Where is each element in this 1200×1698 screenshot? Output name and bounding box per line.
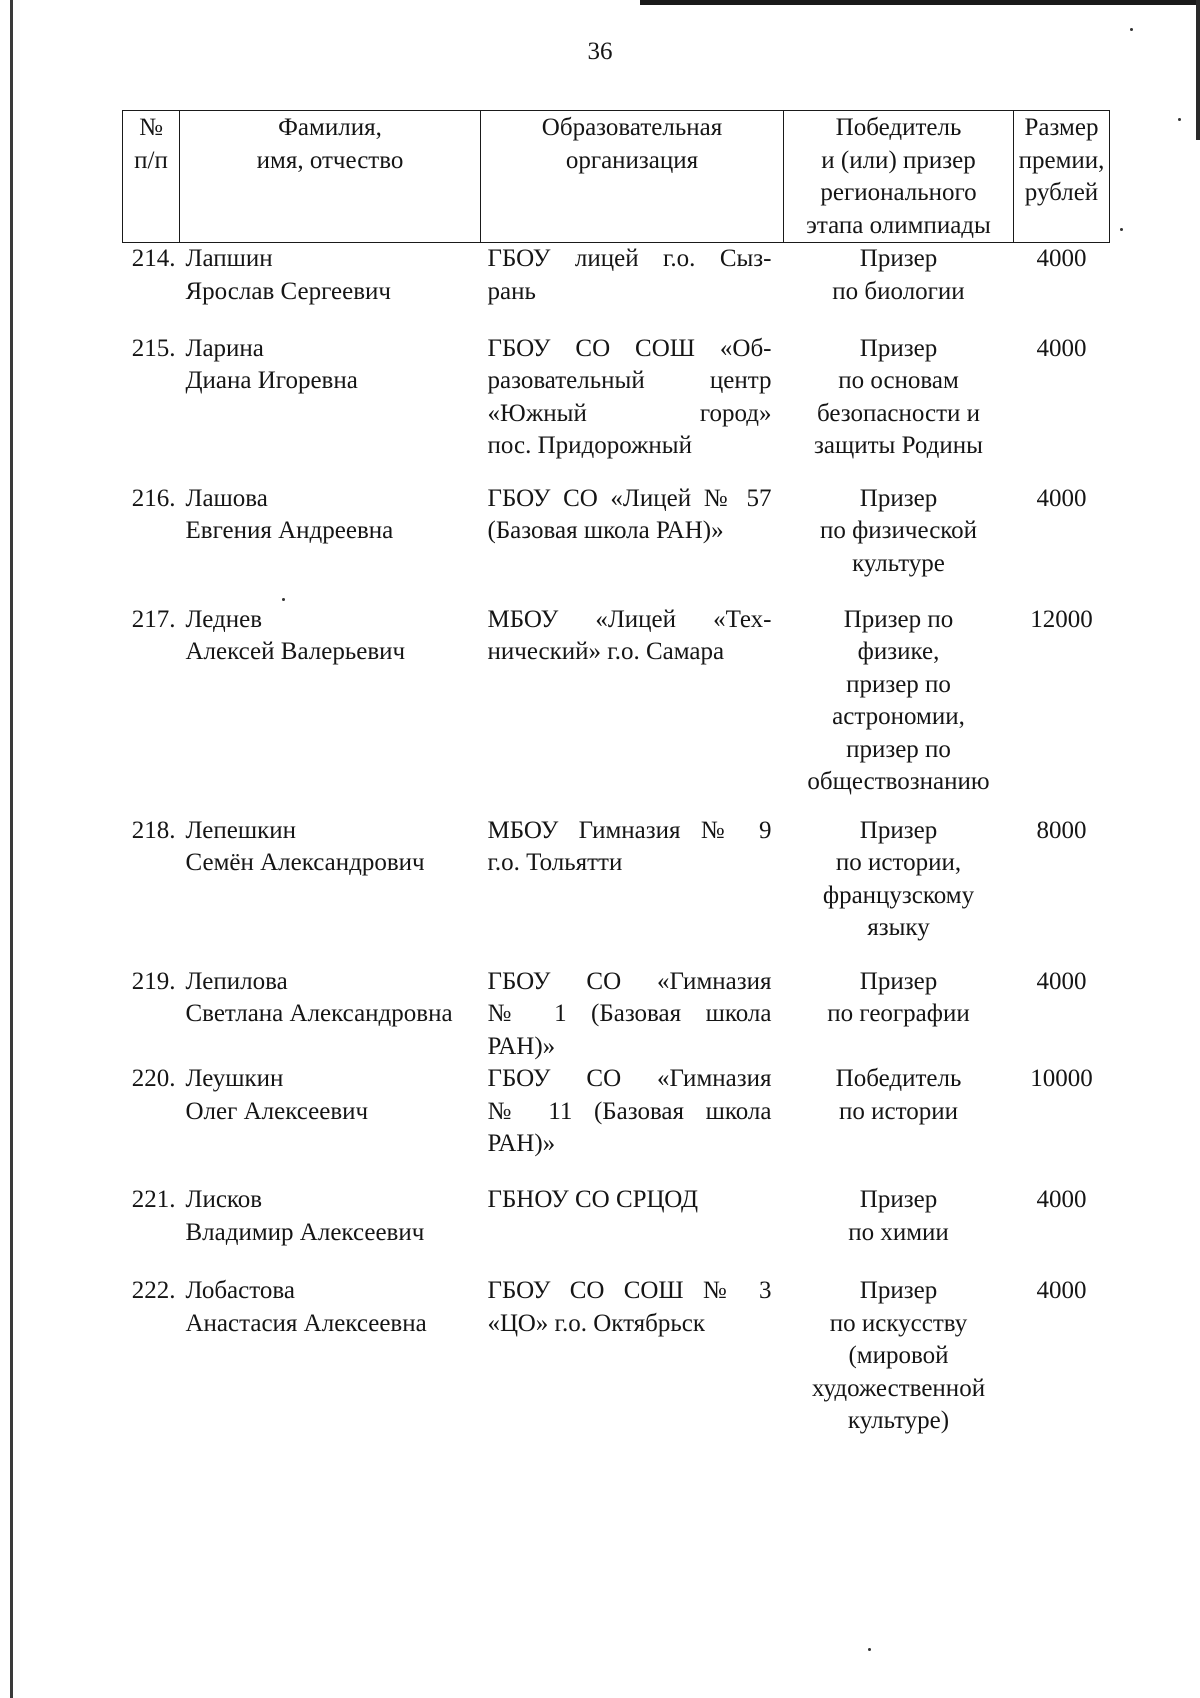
award-status: Призер по физической культуре [819, 484, 978, 577]
award-status: Победитель по истории [835, 1065, 962, 1125]
organization: МБОУ Гимназия № 9 г.о. Тольятти [487, 816, 772, 876]
header-full-name: Фамилия, имя, отчество [180, 111, 481, 243]
organization: ГБОУ СО «Лицей № 57 (Базовая школа РАН)» [487, 484, 772, 544]
scan-top-edge [640, 0, 1200, 5]
award-status: Призер по географии [827, 967, 970, 1027]
row-number: 216. [131, 484, 176, 512]
table-row [123, 483, 1110, 604]
organization: МБОУ «Лицей «Тех- нический» г.о. Самара [487, 605, 772, 665]
organization: ГБОУ СО «Гимназия № 1 (Базовая школа РАН)» [487, 967, 772, 1060]
row-number: 215. [131, 334, 176, 362]
prize-amount: 12000 [1030, 605, 1093, 633]
table-row [123, 1275, 1110, 1440]
scan-right-edge [1196, 0, 1200, 140]
prize-amount: 8000 [1036, 816, 1087, 844]
page-number: 36 [587, 38, 613, 65]
participant-name: Ларина Диана Игоревна [185, 334, 358, 394]
prize-amount: 4000 [1036, 334, 1087, 362]
award-status: Призер по искусству (мировой художественной культуре) [811, 1277, 986, 1434]
award-status: Призер по биологии [832, 245, 965, 305]
prize-amount: 4000 [1036, 1186, 1087, 1213]
prize-amount: 10000 [1030, 1065, 1093, 1092]
scan-speck [868, 1648, 871, 1651]
participant-name: Лисков Владимир Алексеевич [185, 1186, 425, 1246]
prize-amount: 4000 [1036, 484, 1087, 512]
participant-name: Лепилова Светлана Александровна [185, 967, 453, 1027]
table-row [123, 333, 1110, 483]
organization: ГБОУ СО «Гимназия № 11 (Базовая школа РАН)» [487, 1065, 772, 1157]
prize-amount: 4000 [1036, 1277, 1087, 1304]
organization: ГБОУ лицей г.о. Сыз- рань [487, 245, 772, 305]
scan-speck [1130, 28, 1133, 31]
scan-speck [1120, 228, 1123, 231]
table-row [123, 966, 1110, 1064]
prize-amount: 4000 [1036, 245, 1087, 272]
organization: ГБОУ СО СОШ № 3 «ЦО» г.о. Октябрьск [487, 1277, 772, 1337]
header-award: Победитель и (или) призер регионального этапа олимпиады [784, 111, 1014, 243]
row-number: 221. [131, 1186, 176, 1213]
participant-name: Леднев Алексей Валерьевич [185, 605, 406, 665]
award-status: Призер по истории, французскому языку [822, 816, 975, 941]
table-row [123, 1184, 1110, 1275]
scan-speck [1178, 118, 1181, 121]
participant-name: Лашова Евгения Андреевна [185, 484, 394, 544]
header-number: № п/п [123, 111, 180, 243]
participant-name: Лапшин Ярослав Сергеевич [185, 245, 391, 305]
award-status: Призер по основам безопасности и защиты Родины [814, 334, 983, 459]
table-row [123, 1063, 1110, 1184]
table-row [123, 604, 1110, 815]
award-status: Призер по химии [848, 1186, 949, 1246]
winners-table [122, 110, 1110, 1440]
row-number: 220. [131, 1065, 176, 1092]
organization: ГБОУ СО СОШ «Об- разовательный центр «Южный город» пос. Придорожный [487, 334, 772, 459]
participant-name: Лобастова Анастасия Алексеевна [185, 1277, 427, 1337]
table-body [123, 243, 1110, 1441]
organization: ГБНОУ СО СРЦОД [487, 1186, 699, 1213]
table-header-row [123, 111, 1110, 243]
row-number: 217. [131, 605, 176, 633]
award-status: Призер по физике, призер по астрономии, призер по обществознанию [807, 605, 990, 795]
row-number: 219. [131, 967, 176, 995]
row-number: 218. [131, 816, 176, 844]
prize-amount: 4000 [1036, 967, 1087, 995]
header-prize-amount: Размер премии, рублей [1014, 111, 1110, 243]
participant-name: Леушкин Олег Алексеевич [185, 1065, 369, 1125]
table-row [123, 243, 1110, 333]
row-number: 214. [131, 245, 176, 272]
header-organization: Образовательная организация [481, 111, 784, 243]
scan-left-edge [10, 0, 13, 1698]
table-row [123, 815, 1110, 966]
participant-name: Лепешкин Семён Александрович [185, 816, 425, 876]
row-number: 222. [131, 1277, 176, 1304]
